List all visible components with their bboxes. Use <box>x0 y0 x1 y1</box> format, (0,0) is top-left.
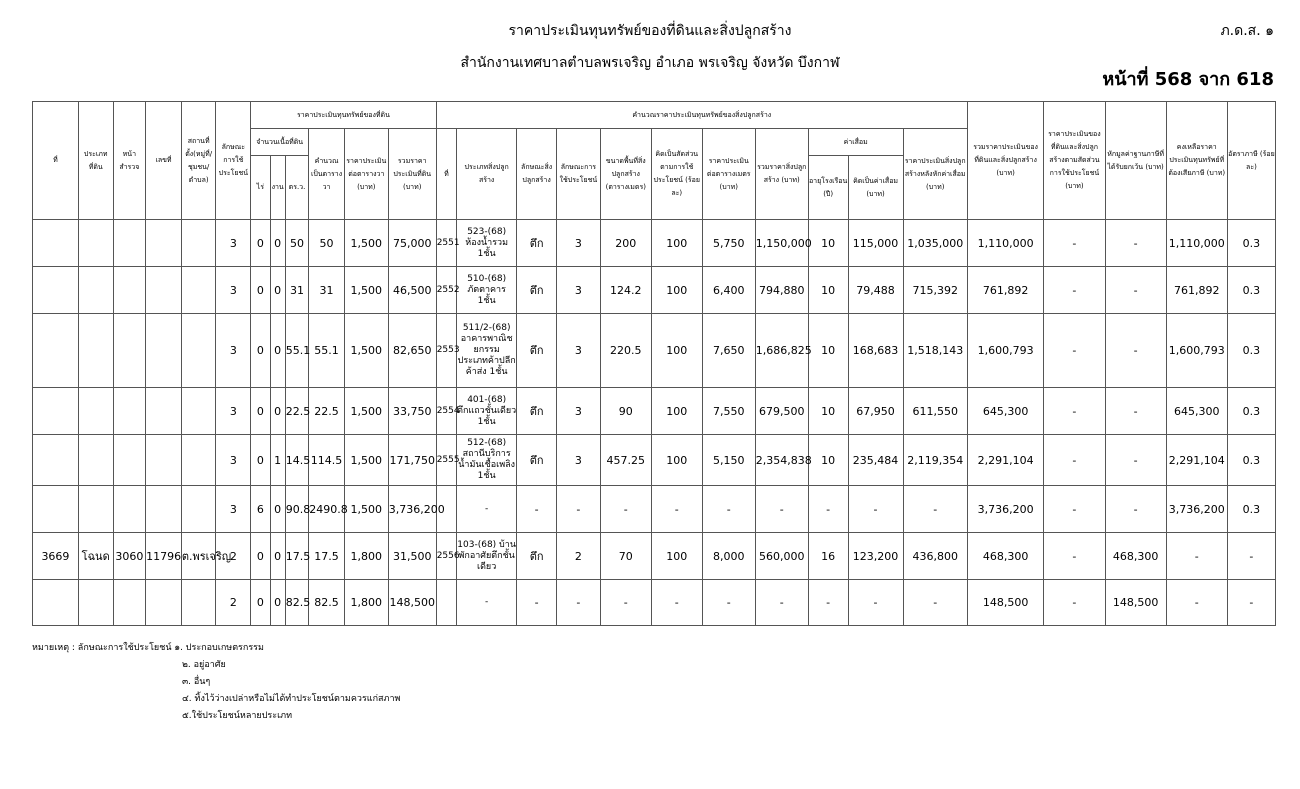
cell-location <box>181 314 216 388</box>
cell-bld-total: 794,880 <box>755 267 808 314</box>
cell-bld-size: 220.5 <box>600 314 651 388</box>
area-group-header: จำนวนเนื้อที่ดิน <box>251 129 309 156</box>
col-dep-age: อายุโรงเรือน (ปี) <box>808 156 848 220</box>
cell-bld-usage: 2 <box>556 533 600 580</box>
cell-bld-type: - <box>457 486 517 533</box>
cell-calc-wa: 82.5 <box>309 580 345 626</box>
col-bld-ratio: คิดเป็นสัดส่วนตามการใช้ประโยชน์ (ร้อยละ) <box>651 129 702 220</box>
page-number: หน้าที่ 568 จาก 618 <box>1102 69 1274 90</box>
cell-grand-total: 1,110,000 <box>967 220 1043 267</box>
note-item: ๑. ประกอบเกษตรกรรม <box>174 643 264 653</box>
cell-bld-type: 510-(68) ภัตตาคาร 1ชั้น <box>457 267 517 314</box>
cell-bld-no: 2551 <box>436 220 456 267</box>
cell-bld-type: 512-(68) สถานีบริการน้ำมันเชื้อเพลิง 1ชั้น <box>457 435 517 486</box>
col-grand-total: รวมราคาประเมินของที่ดินและสิ่งปลูกสร้าง (บาท) <box>967 102 1043 220</box>
cell-location <box>181 220 216 267</box>
note-item: ๓. อื่นๆ <box>182 677 211 687</box>
building-group-header: คำนวณราคาประเมินทุนทรัพย์ของสิ่งปลูกสร้าง <box>436 102 967 129</box>
table-row <box>33 314 1276 388</box>
cell-number <box>146 267 182 314</box>
cell-bld-price-m2: 7,550 <box>702 388 755 435</box>
cell-no <box>33 314 79 388</box>
cell-dep-amount: 168,683 <box>848 314 903 388</box>
cell-tax-rate: 0.3 <box>1227 220 1275 267</box>
cell-bld-usage: 3 <box>556 220 600 267</box>
cell-bld-usage: 3 <box>556 314 600 388</box>
cell-bld-price-m2: 8,000 <box>702 533 755 580</box>
cell-bld-no: 2552 <box>436 267 456 314</box>
cell-land-type <box>78 267 113 314</box>
cell-proportional: - <box>1044 220 1105 267</box>
cell-wa: 90.8 <box>285 486 308 533</box>
cell-price-per-wa: 1,500 <box>344 220 388 267</box>
cell-dep-age: - <box>808 580 848 626</box>
cell-bld-kind: ตึก <box>517 388 557 435</box>
col-location: สถานที่ตั้ง(หมู่ที่/ชุมชน/ตำบล) <box>181 102 216 220</box>
col-land-total: รวมราคาประเมินที่ดิน (บาท) <box>388 129 436 220</box>
cell-bld-total: 679,500 <box>755 388 808 435</box>
cell-bld-size: - <box>600 486 651 533</box>
col-usage: ลักษณะการใช้ประโยชน์ <box>216 102 251 220</box>
col-bld-after-dep: ราคาประเมินสิ่งปลูกสร้างหลังหักค่าเสื่อม (บาท) <box>903 129 967 220</box>
cell-ngan: 0 <box>270 314 285 388</box>
cell-bld-ratio: 100 <box>651 435 702 486</box>
cell-ngan: 1 <box>270 435 285 486</box>
cell-bld-ratio: 100 <box>651 314 702 388</box>
cell-bld-size: - <box>600 580 651 626</box>
cell-bld-no: 2554 <box>436 388 456 435</box>
cell-rai: 0 <box>251 388 270 435</box>
form-code: ภ.ด.ส. ๑ <box>1220 23 1274 39</box>
cell-land-total: 75,000 <box>388 220 436 267</box>
cell-land-type <box>78 486 113 533</box>
cell-land-total: 148,500 <box>388 580 436 626</box>
cell-tax-rate: - <box>1227 533 1275 580</box>
cell-bld-size: 124.2 <box>600 267 651 314</box>
cell-dep-amount: 115,000 <box>848 220 903 267</box>
cell-bld-total: - <box>755 486 808 533</box>
cell-bld-price-m2: 5,150 <box>702 435 755 486</box>
cell-remaining: 3,736,200 <box>1166 486 1227 533</box>
cell-bld-ratio: 100 <box>651 533 702 580</box>
cell-location: ต.พรเจริญ <box>181 533 216 580</box>
cell-tax-rate: - <box>1227 580 1275 626</box>
col-bld-kind: ลักษณะสิ่งปลูกสร้าง <box>517 129 557 220</box>
cell-location <box>181 486 216 533</box>
cell-usage: 3 <box>216 435 251 486</box>
cell-bld-type: 511/2-(68) อาคารพาณิชยกรรม ประเภทค้าปลีกค้าส่ง 1ชั้น <box>457 314 517 388</box>
cell-dep-age: 10 <box>808 388 848 435</box>
col-dep-amount: คิดเป็นค่าเสื่อม (บาท) <box>848 156 903 220</box>
cell-dep-amount: - <box>848 580 903 626</box>
cell-remaining: - <box>1166 533 1227 580</box>
cell-bld-price-m2: - <box>702 486 755 533</box>
cell-bld-total: 560,000 <box>755 533 808 580</box>
cell-bld-ratio: 100 <box>651 388 702 435</box>
cell-bld-after-dep: 1,035,000 <box>903 220 967 267</box>
cell-grand-total: 1,600,793 <box>967 314 1043 388</box>
cell-tax-rate: 0.3 <box>1227 435 1275 486</box>
cell-dep-age: 10 <box>808 220 848 267</box>
cell-rai: 0 <box>251 314 270 388</box>
cell-bld-kind: ตึก <box>517 435 557 486</box>
cell-bld-total: 1,686,825 <box>755 314 808 388</box>
cell-bld-type: 103-(68) บ้านพักอาศัยตึกชั้นเดียว <box>457 533 517 580</box>
cell-no <box>33 580 79 626</box>
cell-calc-wa: 31 <box>309 267 345 314</box>
cell-bld-no: 2555 <box>436 435 456 486</box>
cell-exemption: - <box>1105 314 1166 388</box>
cell-grand-total: 761,892 <box>967 267 1043 314</box>
cell-bld-size: 457.25 <box>600 435 651 486</box>
table-row <box>33 486 1276 533</box>
cell-location <box>181 267 216 314</box>
cell-wa: 14.5 <box>285 435 308 486</box>
cell-tax-rate: 0.3 <box>1227 486 1275 533</box>
cell-land-type: โฉนด <box>78 533 113 580</box>
cell-bld-ratio: 100 <box>651 267 702 314</box>
cell-remaining: 761,892 <box>1166 267 1227 314</box>
cell-dep-age: 10 <box>808 314 848 388</box>
cell-wa: 22.5 <box>285 388 308 435</box>
cell-land-type <box>78 220 113 267</box>
cell-bld-usage: 3 <box>556 435 600 486</box>
cell-bld-type: - <box>457 580 517 626</box>
cell-ngan: 0 <box>270 533 285 580</box>
cell-number <box>146 580 182 626</box>
col-no: ที่ <box>33 102 79 220</box>
notes-label: หมายเหตุ : ลักษณะการใช้ประโยชน์ <box>32 643 172 653</box>
cell-price-per-wa: 1,500 <box>344 486 388 533</box>
cell-bld-after-dep: - <box>903 580 967 626</box>
cell-rai: 0 <box>251 580 270 626</box>
cell-price-per-wa: 1,500 <box>344 435 388 486</box>
cell-usage: 3 <box>216 486 251 533</box>
cell-proportional: - <box>1044 580 1105 626</box>
cell-number <box>146 486 182 533</box>
cell-proportional: - <box>1044 533 1105 580</box>
cell-ngan: 0 <box>270 388 285 435</box>
cell-ngan: 0 <box>270 486 285 533</box>
cell-tax-rate: 0.3 <box>1227 388 1275 435</box>
cell-proportional: - <box>1044 314 1105 388</box>
cell-dep-amount: 235,484 <box>848 435 903 486</box>
cell-survey-page <box>113 435 146 486</box>
col-calc-wa: คำนวณเป็นตารางวา <box>309 129 345 220</box>
cell-dep-amount: 79,488 <box>848 267 903 314</box>
col-rai: ไร่ <box>251 156 270 220</box>
cell-land-total: 46,500 <box>388 267 436 314</box>
notes <box>32 640 400 725</box>
cell-ngan: 0 <box>270 580 285 626</box>
col-bld-no: ที่ <box>436 129 456 220</box>
cell-tax-rate: 0.3 <box>1227 267 1275 314</box>
cell-remaining: 2,291,104 <box>1166 435 1227 486</box>
cell-remaining: 645,300 <box>1166 388 1227 435</box>
cell-number <box>146 314 182 388</box>
table-row <box>33 580 1276 626</box>
cell-bld-usage: - <box>556 486 600 533</box>
col-exemption: หักมูลค่าฐานภาษีที่ได้รับยกเว้น (บาท) <box>1105 102 1166 220</box>
col-ngan: งาน <box>270 156 285 220</box>
cell-rai: 0 <box>251 220 270 267</box>
cell-bld-kind: - <box>517 486 557 533</box>
col-wa: ตร.ว. <box>285 156 308 220</box>
col-bld-type: ประเภทสิ่งปลูกสร้าง <box>457 129 517 220</box>
cell-usage: 3 <box>216 388 251 435</box>
cell-bld-kind: ตึก <box>517 267 557 314</box>
cell-survey-page <box>113 220 146 267</box>
cell-dep-age: 16 <box>808 533 848 580</box>
cell-wa: 82.5 <box>285 580 308 626</box>
cell-bld-kind: - <box>517 580 557 626</box>
col-bld-total: รวมราคาสิ่งปลูกสร้าง (บาท) <box>755 129 808 220</box>
cell-bld-kind: ตึก <box>517 314 557 388</box>
cell-proportional: - <box>1044 486 1105 533</box>
col-tax-rate: อัตราภาษี (ร้อยละ) <box>1227 102 1275 220</box>
cell-exemption: - <box>1105 486 1166 533</box>
cell-bld-total: - <box>755 580 808 626</box>
cell-land-type <box>78 580 113 626</box>
cell-bld-ratio: - <box>651 486 702 533</box>
cell-no <box>33 267 79 314</box>
cell-price-per-wa: 1,500 <box>344 388 388 435</box>
cell-bld-size: 90 <box>600 388 651 435</box>
cell-usage: 2 <box>216 580 251 626</box>
cell-proportional: - <box>1044 267 1105 314</box>
cell-calc-wa: 50 <box>309 220 345 267</box>
cell-survey-page <box>113 388 146 435</box>
cell-exemption: 148,500 <box>1105 580 1166 626</box>
cell-grand-total: 148,500 <box>967 580 1043 626</box>
cell-bld-after-dep: - <box>903 486 967 533</box>
cell-land-type <box>78 435 113 486</box>
cell-bld-usage: - <box>556 580 600 626</box>
cell-calc-wa: 114.5 <box>309 435 345 486</box>
cell-proportional: - <box>1044 388 1105 435</box>
cell-bld-size: 70 <box>600 533 651 580</box>
cell-location <box>181 388 216 435</box>
cell-survey-page <box>113 580 146 626</box>
cell-dep-amount: 123,200 <box>848 533 903 580</box>
table-row <box>33 267 1276 314</box>
cell-no <box>33 220 79 267</box>
cell-exemption: - <box>1105 220 1166 267</box>
col-bld-usage: ลักษณะการใช้ประโยชน์ <box>556 129 600 220</box>
cell-calc-wa: 22.5 <box>309 388 345 435</box>
table-row <box>33 435 1276 486</box>
cell-number <box>146 388 182 435</box>
cell-survey-page <box>113 486 146 533</box>
cell-bld-type: 523-(68) ห้องน้ำรวม 1ชั้น <box>457 220 517 267</box>
cell-bld-usage: 3 <box>556 267 600 314</box>
cell-remaining: 1,600,793 <box>1166 314 1227 388</box>
cell-ngan: 0 <box>270 267 285 314</box>
col-land-type: ประเภทที่ดิน <box>78 102 113 220</box>
cell-dep-amount: 67,950 <box>848 388 903 435</box>
cell-survey-page <box>113 314 146 388</box>
cell-grand-total: 645,300 <box>967 388 1043 435</box>
cell-remaining: - <box>1166 580 1227 626</box>
col-remaining: คงเหลือราคาประเมินทุนทรัพย์ที่ต้องเสียภาษี (บาท) <box>1166 102 1227 220</box>
cell-bld-price-m2: 7,650 <box>702 314 755 388</box>
cell-rai: 0 <box>251 435 270 486</box>
cell-land-type <box>78 388 113 435</box>
cell-bld-total: 1,150,000 <box>755 220 808 267</box>
cell-rai: 6 <box>251 486 270 533</box>
cell-wa: 50 <box>285 220 308 267</box>
note-item: ๕.ใช้ประโยชน์หลายประเภท <box>182 711 293 721</box>
cell-proportional: - <box>1044 435 1105 486</box>
cell-dep-age: 10 <box>808 267 848 314</box>
cell-bld-type: 401-(68) ตึกแถวชั้นเดียว 1ชั้น <box>457 388 517 435</box>
note-item: ๔. ทิ้งไว้ว่างเปล่าหรือไม่ได้ทำประโยชน์ตามควรแก่สภาพ <box>182 694 401 704</box>
col-survey-page: หน้าสำรวจ <box>113 102 146 220</box>
cell-remaining: 1,110,000 <box>1166 220 1227 267</box>
cell-usage: 3 <box>216 220 251 267</box>
cell-tax-rate: 0.3 <box>1227 314 1275 388</box>
cell-bld-no: 2553 <box>436 314 456 388</box>
cell-grand-total: 2,291,104 <box>967 435 1043 486</box>
cell-bld-after-dep: 1,518,143 <box>903 314 967 388</box>
note-item: ๒. อยู่อาศัย <box>182 660 226 670</box>
cell-bld-no <box>436 580 456 626</box>
cell-location <box>181 435 216 486</box>
cell-bld-ratio: - <box>651 580 702 626</box>
cell-bld-after-dep: 611,550 <box>903 388 967 435</box>
cell-bld-after-dep: 436,800 <box>903 533 967 580</box>
cell-no <box>33 388 79 435</box>
cell-dep-age: - <box>808 486 848 533</box>
cell-calc-wa: 2490.8 <box>309 486 345 533</box>
cell-no: 3669 <box>33 533 79 580</box>
cell-location <box>181 580 216 626</box>
cell-rai: 0 <box>251 533 270 580</box>
cell-no <box>33 435 79 486</box>
table-row <box>33 220 1276 267</box>
document-title: ราคาประเมินทุนทรัพย์ของที่ดินและสิ่งปลูกสร้าง <box>508 23 792 39</box>
cell-price-per-wa: 1,500 <box>344 314 388 388</box>
cell-bld-total: 2,354,838 <box>755 435 808 486</box>
cell-usage: 3 <box>216 267 251 314</box>
cell-land-total: 171,750 <box>388 435 436 486</box>
cell-bld-usage: 3 <box>556 388 600 435</box>
cell-land-type <box>78 314 113 388</box>
cell-land-total: 31,500 <box>388 533 436 580</box>
cell-land-total: 82,650 <box>388 314 436 388</box>
cell-exemption: - <box>1105 435 1166 486</box>
cell-rai: 0 <box>251 267 270 314</box>
col-proportional: ราคาประเมินของที่ดินและสิ่งปลูกสร้างตามสัดส่วนการใช้ประโยชน์ (บาท) <box>1044 102 1105 220</box>
cell-calc-wa: 17.5 <box>309 533 345 580</box>
cell-exemption: - <box>1105 267 1166 314</box>
cell-exemption: - <box>1105 388 1166 435</box>
assessment-table <box>32 101 1276 626</box>
cell-no <box>33 486 79 533</box>
cell-number <box>146 435 182 486</box>
cell-wa: 31 <box>285 267 308 314</box>
cell-number <box>146 220 182 267</box>
office-name: สำนักงานเทศบาลตำบลพรเจริญ อำเภอ พรเจริญ จังหวัด บึงกาฬ <box>460 55 840 71</box>
cell-number: 11796 <box>146 533 182 580</box>
depreciation-group-header: ค่าเสื่อม <box>808 129 903 156</box>
cell-usage: 2 <box>216 533 251 580</box>
cell-bld-after-dep: 2,119,354 <box>903 435 967 486</box>
cell-bld-kind: ตึก <box>517 533 557 580</box>
cell-land-total: 33,750 <box>388 388 436 435</box>
cell-survey-page <box>113 267 146 314</box>
cell-price-per-wa: 1,800 <box>344 533 388 580</box>
cell-exemption: 468,300 <box>1105 533 1166 580</box>
cell-price-per-wa: 1,800 <box>344 580 388 626</box>
cell-bld-size: 200 <box>600 220 651 267</box>
col-number: เลขที่ <box>146 102 182 220</box>
cell-bld-no: 2556 <box>436 533 456 580</box>
col-price-per-wa: ราคาประเมินต่อตารางวา (บาท) <box>344 129 388 220</box>
cell-wa: 55.1 <box>285 314 308 388</box>
cell-calc-wa: 55.1 <box>309 314 345 388</box>
cell-wa: 17.5 <box>285 533 308 580</box>
cell-usage: 3 <box>216 314 251 388</box>
cell-bld-price-m2: 6,400 <box>702 267 755 314</box>
cell-grand-total: 468,300 <box>967 533 1043 580</box>
cell-grand-total: 3,736,200 <box>967 486 1043 533</box>
cell-bld-price-m2: 5,750 <box>702 220 755 267</box>
cell-bld-kind: ตึก <box>517 220 557 267</box>
table-row <box>33 388 1276 435</box>
cell-dep-age: 10 <box>808 435 848 486</box>
land-group-header: ราคาประเมินทุนทรัพย์ของที่ดิน <box>251 102 437 129</box>
cell-land-total: 3,736,200 <box>388 486 436 533</box>
table-row <box>33 533 1276 580</box>
cell-ngan: 0 <box>270 220 285 267</box>
cell-bld-price-m2: - <box>702 580 755 626</box>
cell-bld-after-dep: 715,392 <box>903 267 967 314</box>
col-bld-price-m2: ราคาประเมินต่อตารางเมตร (บาท) <box>702 129 755 220</box>
col-bld-size: ขนาดพื้นที่สิ่งปลูกสร้าง (ตารางเมตร) <box>600 129 651 220</box>
cell-dep-amount: - <box>848 486 903 533</box>
cell-survey-page: 3060 <box>113 533 146 580</box>
cell-price-per-wa: 1,500 <box>344 267 388 314</box>
cell-bld-ratio: 100 <box>651 220 702 267</box>
